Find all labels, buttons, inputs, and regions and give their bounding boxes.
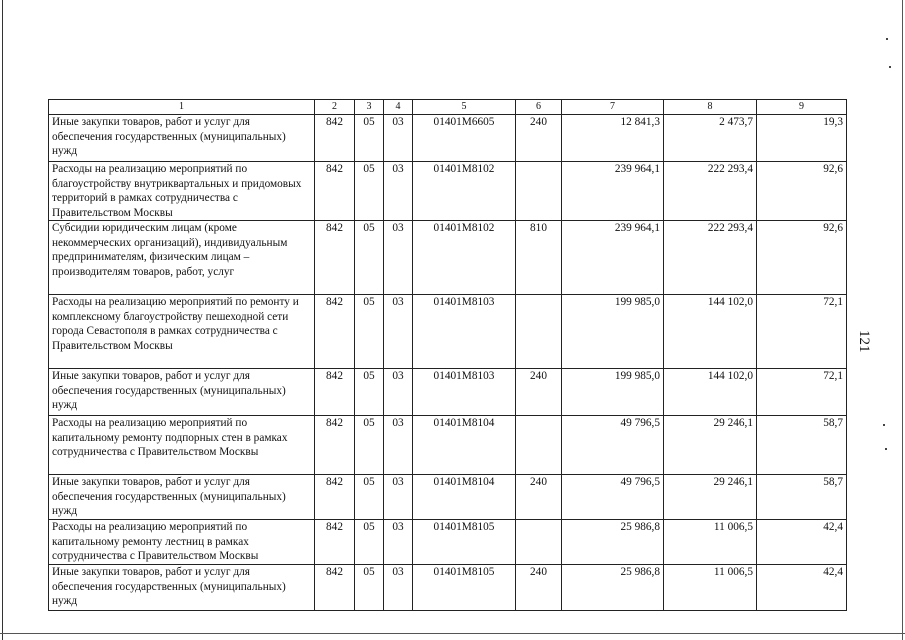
page-bottom-edge <box>0 633 905 634</box>
expense-type-cell: 240 <box>516 369 562 416</box>
admin-code-cell: 842 <box>315 162 355 221</box>
header-row <box>49 100 847 115</box>
amount-cell: 239 964,1 <box>562 221 664 295</box>
admin-code-cell: 842 <box>315 520 355 565</box>
scan-speck <box>886 38 888 40</box>
percent-cell: 42,4 <box>757 520 847 565</box>
admin-code-cell: 842 <box>315 565 355 611</box>
table-header <box>49 100 847 115</box>
header-cell: 1 <box>49 100 315 115</box>
section-code-cell: 05 <box>355 475 384 520</box>
amount-cell: 199 985,0 <box>562 369 664 416</box>
percent-cell: 92,6 <box>757 221 847 295</box>
amount-cell: 222 293,4 <box>664 221 757 295</box>
expense-name-cell: Иные закупки товаров, работ и услуг для обеспечения государственных (муниципальных) нужд <box>49 115 315 162</box>
section-code-cell: 05 <box>355 295 384 369</box>
amount-cell: 199 985,0 <box>562 295 664 369</box>
header-cell: 5 <box>413 100 516 115</box>
admin-code-cell: 842 <box>315 115 355 162</box>
amount-cell: 144 102,0 <box>664 295 757 369</box>
admin-code-cell: 842 <box>315 221 355 295</box>
page-number: 121 <box>856 330 872 353</box>
header-cell: 6 <box>516 100 562 115</box>
table-row <box>49 475 847 520</box>
admin-code-cell: 842 <box>315 369 355 416</box>
amount-cell: 11 006,5 <box>664 565 757 611</box>
header-cell: 3 <box>355 100 384 115</box>
amount-cell: 29 246,1 <box>664 416 757 475</box>
header-cell: 8 <box>664 100 757 115</box>
section-code-cell: 05 <box>355 162 384 221</box>
subsection-code-cell: 03 <box>384 221 413 295</box>
subsection-code-cell: 03 <box>384 416 413 475</box>
admin-code-cell: 842 <box>315 475 355 520</box>
target-article-cell: 01401M8102 <box>413 162 516 221</box>
header-cell: 4 <box>384 100 413 115</box>
subsection-code-cell: 03 <box>384 115 413 162</box>
target-article-cell: 01401M8105 <box>413 565 516 611</box>
subsection-code-cell: 03 <box>384 369 413 416</box>
page-left-edge <box>2 0 3 640</box>
amount-cell: 12 841,3 <box>562 115 664 162</box>
percent-cell: 92,6 <box>757 162 847 221</box>
target-article-cell: 01401M8104 <box>413 416 516 475</box>
amount-cell: 239 964,1 <box>562 162 664 221</box>
page-right-edge <box>902 0 903 640</box>
amount-cell: 25 986,8 <box>562 565 664 611</box>
expense-name-cell: Расходы на реализацию мероприятий по ремонту и комплексному благоустройству пешеходной сети города Севастополя в рамках сотрудничества с Правительством Москвы <box>49 295 315 369</box>
table-row <box>49 295 847 369</box>
table-row <box>49 115 847 162</box>
expense-type-cell <box>516 162 562 221</box>
target-article-cell: 01401M8104 <box>413 475 516 520</box>
percent-cell: 42,4 <box>757 565 847 611</box>
budget-table <box>48 99 847 611</box>
scan-speck <box>889 66 891 68</box>
expense-name-cell: Иные закупки товаров, работ и услуг для обеспечения государственных (муниципальных) нужд <box>49 565 315 611</box>
section-code-cell: 05 <box>355 221 384 295</box>
expense-name-cell: Расходы на реализацию мероприятий по капитальному ремонту подпорных стен в рамках сотрудничества с Правительством Москвы <box>49 416 315 475</box>
section-code-cell: 05 <box>355 416 384 475</box>
target-article-cell: 01401M8103 <box>413 295 516 369</box>
expense-name-cell: Иные закупки товаров, работ и услуг для обеспечения государственных (муниципальных) нужд <box>49 369 315 416</box>
section-code-cell: 05 <box>355 565 384 611</box>
percent-cell: 72,1 <box>757 369 847 416</box>
amount-cell: 144 102,0 <box>664 369 757 416</box>
table-body <box>49 115 847 611</box>
amount-cell: 29 246,1 <box>664 475 757 520</box>
header-cell: 7 <box>562 100 664 115</box>
target-article-cell: 01401M6605 <box>413 115 516 162</box>
section-code-cell: 05 <box>355 369 384 416</box>
expense-name-cell: Расходы на реализацию мероприятий по капитальному ремонту лестниц в рамках сотрудничества с Правительством Москвы <box>49 520 315 565</box>
subsection-code-cell: 03 <box>384 565 413 611</box>
table-row <box>49 162 847 221</box>
expense-type-cell <box>516 520 562 565</box>
percent-cell: 58,7 <box>757 475 847 520</box>
amount-cell: 2 473,7 <box>664 115 757 162</box>
admin-code-cell: 842 <box>315 416 355 475</box>
section-code-cell: 05 <box>355 115 384 162</box>
percent-cell: 58,7 <box>757 416 847 475</box>
table-row <box>49 369 847 416</box>
percent-cell: 72,1 <box>757 295 847 369</box>
subsection-code-cell: 03 <box>384 520 413 565</box>
expense-type-cell: 240 <box>516 115 562 162</box>
percent-cell: 19,3 <box>757 115 847 162</box>
amount-cell: 11 006,5 <box>664 520 757 565</box>
amount-cell: 49 796,5 <box>562 416 664 475</box>
expense-type-cell <box>516 295 562 369</box>
table-row <box>49 565 847 611</box>
expense-name-cell: Иные закупки товаров, работ и услуг для обеспечения государственных (муниципальных) нужд <box>49 475 315 520</box>
expense-name-cell: Расходы на реализацию мероприятий по благоустройству внутриквартальных и придомовых территорий в рамках сотрудничества с Правительством Москвы <box>49 162 315 221</box>
target-article-cell: 01401M8102 <box>413 221 516 295</box>
scan-speck <box>885 448 887 450</box>
expense-type-cell: 240 <box>516 565 562 611</box>
target-article-cell: 01401M8105 <box>413 520 516 565</box>
subsection-code-cell: 03 <box>384 295 413 369</box>
amount-cell: 25 986,8 <box>562 520 664 565</box>
scan-speck <box>883 424 885 426</box>
subsection-code-cell: 03 <box>384 475 413 520</box>
table-row <box>49 221 847 295</box>
table-row <box>49 520 847 565</box>
subsection-code-cell: 03 <box>384 162 413 221</box>
expense-type-cell: 240 <box>516 475 562 520</box>
section-code-cell: 05 <box>355 520 384 565</box>
header-cell: 9 <box>757 100 847 115</box>
target-article-cell: 01401M8103 <box>413 369 516 416</box>
expense-name-cell: Субсидии юридическим лицам (кроме некоммерческих организаций), индивидуальным предпринимателям, физическим лицам – производителям товаров, работ, услуг <box>49 221 315 295</box>
table-row <box>49 416 847 475</box>
amount-cell: 222 293,4 <box>664 162 757 221</box>
admin-code-cell: 842 <box>315 295 355 369</box>
header-cell: 2 <box>315 100 355 115</box>
expense-type-cell <box>516 416 562 475</box>
expense-type-cell: 810 <box>516 221 562 295</box>
amount-cell: 49 796,5 <box>562 475 664 520</box>
